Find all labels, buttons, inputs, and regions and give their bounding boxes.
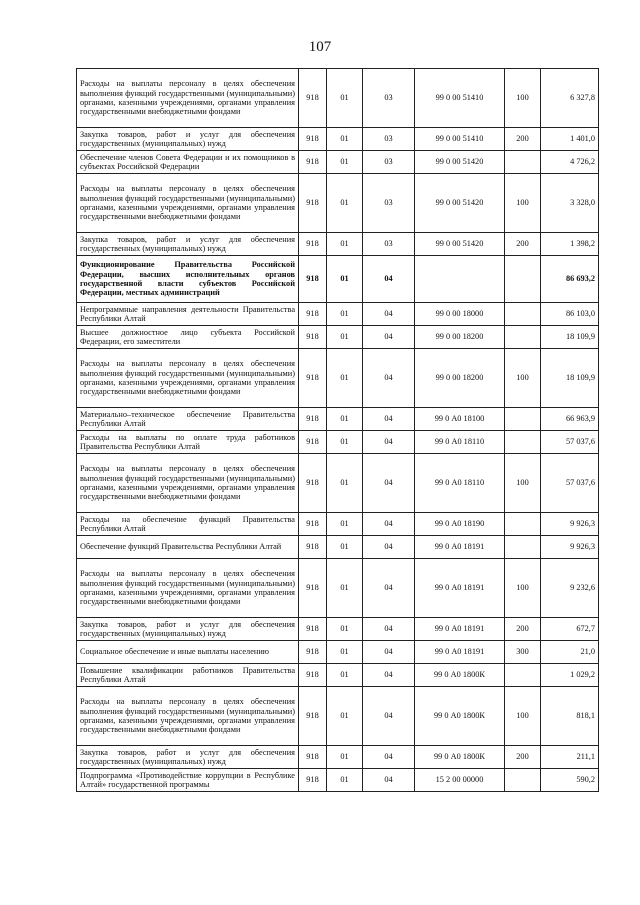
subsection-code: 04 [363, 687, 415, 746]
amount: 57 037,6 [541, 454, 599, 513]
subsection-code: 04 [363, 513, 415, 536]
row-name: Расходы на выплаты по оплате труда работников Правительства Республики Алтай [77, 431, 299, 454]
grbs-code: 918 [299, 326, 327, 349]
row-name: Повышение квалификации работников Правительства Республики Алтай [77, 664, 299, 687]
target-article-code: 99 0 А0 18191 [415, 559, 505, 618]
section-code: 01 [327, 408, 363, 431]
grbs-code: 918 [299, 128, 327, 151]
grbs-code: 918 [299, 746, 327, 769]
table-row [77, 408, 599, 431]
expense-type-code: 100 [505, 454, 541, 513]
subsection-code: 04 [363, 618, 415, 641]
amount: 1 029,2 [541, 664, 599, 687]
target-article-code: 99 0 00 18200 [415, 349, 505, 408]
grbs-code: 918 [299, 151, 327, 174]
expense-type-code [505, 303, 541, 326]
target-article-code: 99 0 А0 1800К [415, 687, 505, 746]
target-article-code: 99 0 А0 18100 [415, 408, 505, 431]
page-number: 107 [308, 39, 332, 55]
target-article-code: 99 0 00 51420 [415, 151, 505, 174]
table-row [77, 69, 599, 128]
amount: 211,1 [541, 746, 599, 769]
grbs-code: 918 [299, 69, 327, 128]
section-code: 01 [327, 174, 363, 233]
amount: 4 726,2 [541, 151, 599, 174]
table-row [77, 664, 599, 687]
amount: 6 327,8 [541, 69, 599, 128]
amount: 9 926,3 [541, 513, 599, 536]
amount: 66 963,9 [541, 408, 599, 431]
table-row [77, 326, 599, 349]
row-name: Расходы на выплаты персоналу в целях обеспечения выполнения функций государственными (муниципальными) органами, казенными учреждениями, органами управления государственными внебюджетными фондами [77, 559, 299, 618]
amount: 3 328,0 [541, 174, 599, 233]
expense-type-code: 100 [505, 69, 541, 128]
target-article-code: 99 0 А0 18190 [415, 513, 505, 536]
target-article-code: 99 0 00 51420 [415, 174, 505, 233]
subsection-code: 04 [363, 769, 415, 792]
row-name: Расходы на обеспечение функций Правительства Республики Алтай [77, 513, 299, 536]
target-article-code: 99 0 00 18000 [415, 303, 505, 326]
target-article-code: 99 0 А0 18191 [415, 618, 505, 641]
subsection-code: 03 [363, 128, 415, 151]
budget-table [76, 68, 599, 792]
subsection-code: 04 [363, 303, 415, 326]
row-name: Закупка товаров, работ и услуг для обеспечения государственных (муниципальных) нужд [77, 618, 299, 641]
target-article-code: 99 0 А0 18191 [415, 641, 505, 664]
target-article-code: 99 0 00 18200 [415, 326, 505, 349]
subsection-code: 04 [363, 256, 415, 303]
expense-type-code: 100 [505, 349, 541, 408]
grbs-code: 918 [299, 233, 327, 256]
section-code: 01 [327, 303, 363, 326]
target-article-code: 99 0 А0 1800К [415, 664, 505, 687]
subsection-code: 03 [363, 151, 415, 174]
subsection-code: 04 [363, 664, 415, 687]
grbs-code: 918 [299, 408, 327, 431]
table-row [77, 536, 599, 559]
section-code: 01 [327, 128, 363, 151]
grbs-code: 918 [299, 664, 327, 687]
row-name: Закупка товаров, работ и услуг для обеспечения государственных (муниципальных) нужд [77, 746, 299, 769]
target-article-code: 99 0 А0 1800К [415, 746, 505, 769]
target-article-code: 99 0 00 51420 [415, 233, 505, 256]
table-row [77, 454, 599, 513]
grbs-code: 918 [299, 618, 327, 641]
subsection-code: 04 [363, 408, 415, 431]
row-name: Обеспечение членов Совета Федерации и их помощников в субъектах Российской Федерации [77, 151, 299, 174]
table-row [77, 513, 599, 536]
table-row [77, 746, 599, 769]
expense-type-code [505, 408, 541, 431]
grbs-code: 918 [299, 513, 327, 536]
expense-type-code: 100 [505, 559, 541, 618]
row-name: Расходы на выплаты персоналу в целях обеспечения выполнения функций государственными (муниципальными) органами, казенными учреждениями, органами управления государственными внебюджетными фондами [77, 454, 299, 513]
table-row [77, 233, 599, 256]
section-code: 01 [327, 513, 363, 536]
subsection-code: 04 [363, 326, 415, 349]
section-code: 01 [327, 256, 363, 303]
subsection-code: 04 [363, 431, 415, 454]
amount: 590,2 [541, 769, 599, 792]
amount: 1 401,0 [541, 128, 599, 151]
section-code: 01 [327, 687, 363, 746]
row-name: Закупка товаров, работ и услуг для обеспечения государственных (муниципальных) нужд [77, 128, 299, 151]
target-article-code: 99 0 00 51410 [415, 69, 505, 128]
expense-type-code [505, 326, 541, 349]
grbs-code: 918 [299, 454, 327, 513]
expense-type-code: 200 [505, 618, 541, 641]
amount: 9 926,3 [541, 536, 599, 559]
target-article-code: 99 0 А0 18110 [415, 454, 505, 513]
row-name: Закупка товаров, работ и услуг для обеспечения государственных (муниципальных) нужд [77, 233, 299, 256]
amount: 18 109,9 [541, 326, 599, 349]
grbs-code: 918 [299, 349, 327, 408]
target-article-code: 15 2 00 00000 [415, 769, 505, 792]
section-code: 01 [327, 69, 363, 128]
grbs-code: 918 [299, 687, 327, 746]
expense-type-code: 100 [505, 174, 541, 233]
row-name: Расходы на выплаты персоналу в целях обеспечения выполнения функций государственными (муниципальными) органами, казенными учреждениями, органами управления государственными внебюджетными фондами [77, 687, 299, 746]
subsection-code: 04 [363, 349, 415, 408]
expense-type-code [505, 256, 541, 303]
grbs-code: 918 [299, 559, 327, 618]
section-code: 01 [327, 326, 363, 349]
row-name: Высшее должностное лицо субъекта Российской Федерации, его заместители [77, 326, 299, 349]
grbs-code: 918 [299, 536, 327, 559]
section-code: 01 [327, 454, 363, 513]
table-row [77, 128, 599, 151]
amount: 86 103,0 [541, 303, 599, 326]
amount: 86 693,2 [541, 256, 599, 303]
expense-type-code: 300 [505, 641, 541, 664]
section-code: 01 [327, 664, 363, 687]
table-row [77, 618, 599, 641]
row-name: Социальное обеспечение и иные выплаты населению [77, 641, 299, 664]
grbs-code: 918 [299, 256, 327, 303]
table-row [77, 641, 599, 664]
table-row [77, 174, 599, 233]
row-name: Обеспечение функций Правительства Республики Алтай [77, 536, 299, 559]
expense-type-code: 200 [505, 233, 541, 256]
amount: 1 398,2 [541, 233, 599, 256]
expense-type-code [505, 431, 541, 454]
amount: 18 109,9 [541, 349, 599, 408]
grbs-code: 918 [299, 769, 327, 792]
table-row [77, 151, 599, 174]
table-row [77, 256, 599, 303]
section-code: 01 [327, 233, 363, 256]
section-code: 01 [327, 431, 363, 454]
subsection-code: 04 [363, 536, 415, 559]
table-row [77, 349, 599, 408]
subsection-code: 03 [363, 69, 415, 128]
target-article-code: 99 0 А0 18191 [415, 536, 505, 559]
subsection-code: 04 [363, 454, 415, 513]
section-code: 01 [327, 769, 363, 792]
table-row [77, 559, 599, 618]
grbs-code: 918 [299, 431, 327, 454]
amount: 672,7 [541, 618, 599, 641]
row-name: Подпрограмма «Противодействие коррупции в Республике Алтай» государственной программы [77, 769, 299, 792]
expense-type-code [505, 769, 541, 792]
expense-type-code [505, 513, 541, 536]
subsection-code: 03 [363, 233, 415, 256]
subsection-code: 04 [363, 559, 415, 618]
row-name: Материально–техническое обеспечение Правительства Республики Алтай [77, 408, 299, 431]
row-name: Расходы на выплаты персоналу в целях обеспечения выполнения функций государственными (муниципальными) органами, казенными учреждениями, органами управления государственными внебюджетными фондами [77, 69, 299, 128]
row-name: Непрограммные направления деятельности Правительства Республики Алтай [77, 303, 299, 326]
grbs-code: 918 [299, 641, 327, 664]
row-name: Функционирование Правительства Российской Федерации, высших исполнительных органов государственной власти субъектов Российской Федерации, местных администраций [77, 256, 299, 303]
table-row [77, 303, 599, 326]
section-code: 01 [327, 618, 363, 641]
target-article-code: 99 0 А0 18110 [415, 431, 505, 454]
target-article-code: 99 0 00 51410 [415, 128, 505, 151]
grbs-code: 918 [299, 174, 327, 233]
table-row [77, 687, 599, 746]
expense-type-code [505, 664, 541, 687]
row-name: Расходы на выплаты персоналу в целях обеспечения выполнения функций государственными (муниципальными) органами, казенными учреждениями, органами управления государственными внебюджетными фондами [77, 349, 299, 408]
section-code: 01 [327, 349, 363, 408]
section-code: 01 [327, 151, 363, 174]
section-code: 01 [327, 559, 363, 618]
expense-type-code: 200 [505, 128, 541, 151]
section-code: 01 [327, 641, 363, 664]
target-article-code [415, 256, 505, 303]
amount: 57 037,6 [541, 431, 599, 454]
grbs-code: 918 [299, 303, 327, 326]
expense-type-code [505, 536, 541, 559]
subsection-code: 04 [363, 746, 415, 769]
amount: 21,0 [541, 641, 599, 664]
row-name: Расходы на выплаты персоналу в целях обеспечения выполнения функций государственными (муниципальными) органами, казенными учреждениями, органами управления государственными внебюджетными фондами [77, 174, 299, 233]
subsection-code: 04 [363, 641, 415, 664]
subsection-code: 03 [363, 174, 415, 233]
amount: 818,1 [541, 687, 599, 746]
table-row [77, 431, 599, 454]
section-code: 01 [327, 746, 363, 769]
expense-type-code [505, 151, 541, 174]
amount: 9 232,6 [541, 559, 599, 618]
expense-type-code: 200 [505, 746, 541, 769]
section-code: 01 [327, 536, 363, 559]
table-row [77, 769, 599, 792]
expense-type-code: 100 [505, 687, 541, 746]
